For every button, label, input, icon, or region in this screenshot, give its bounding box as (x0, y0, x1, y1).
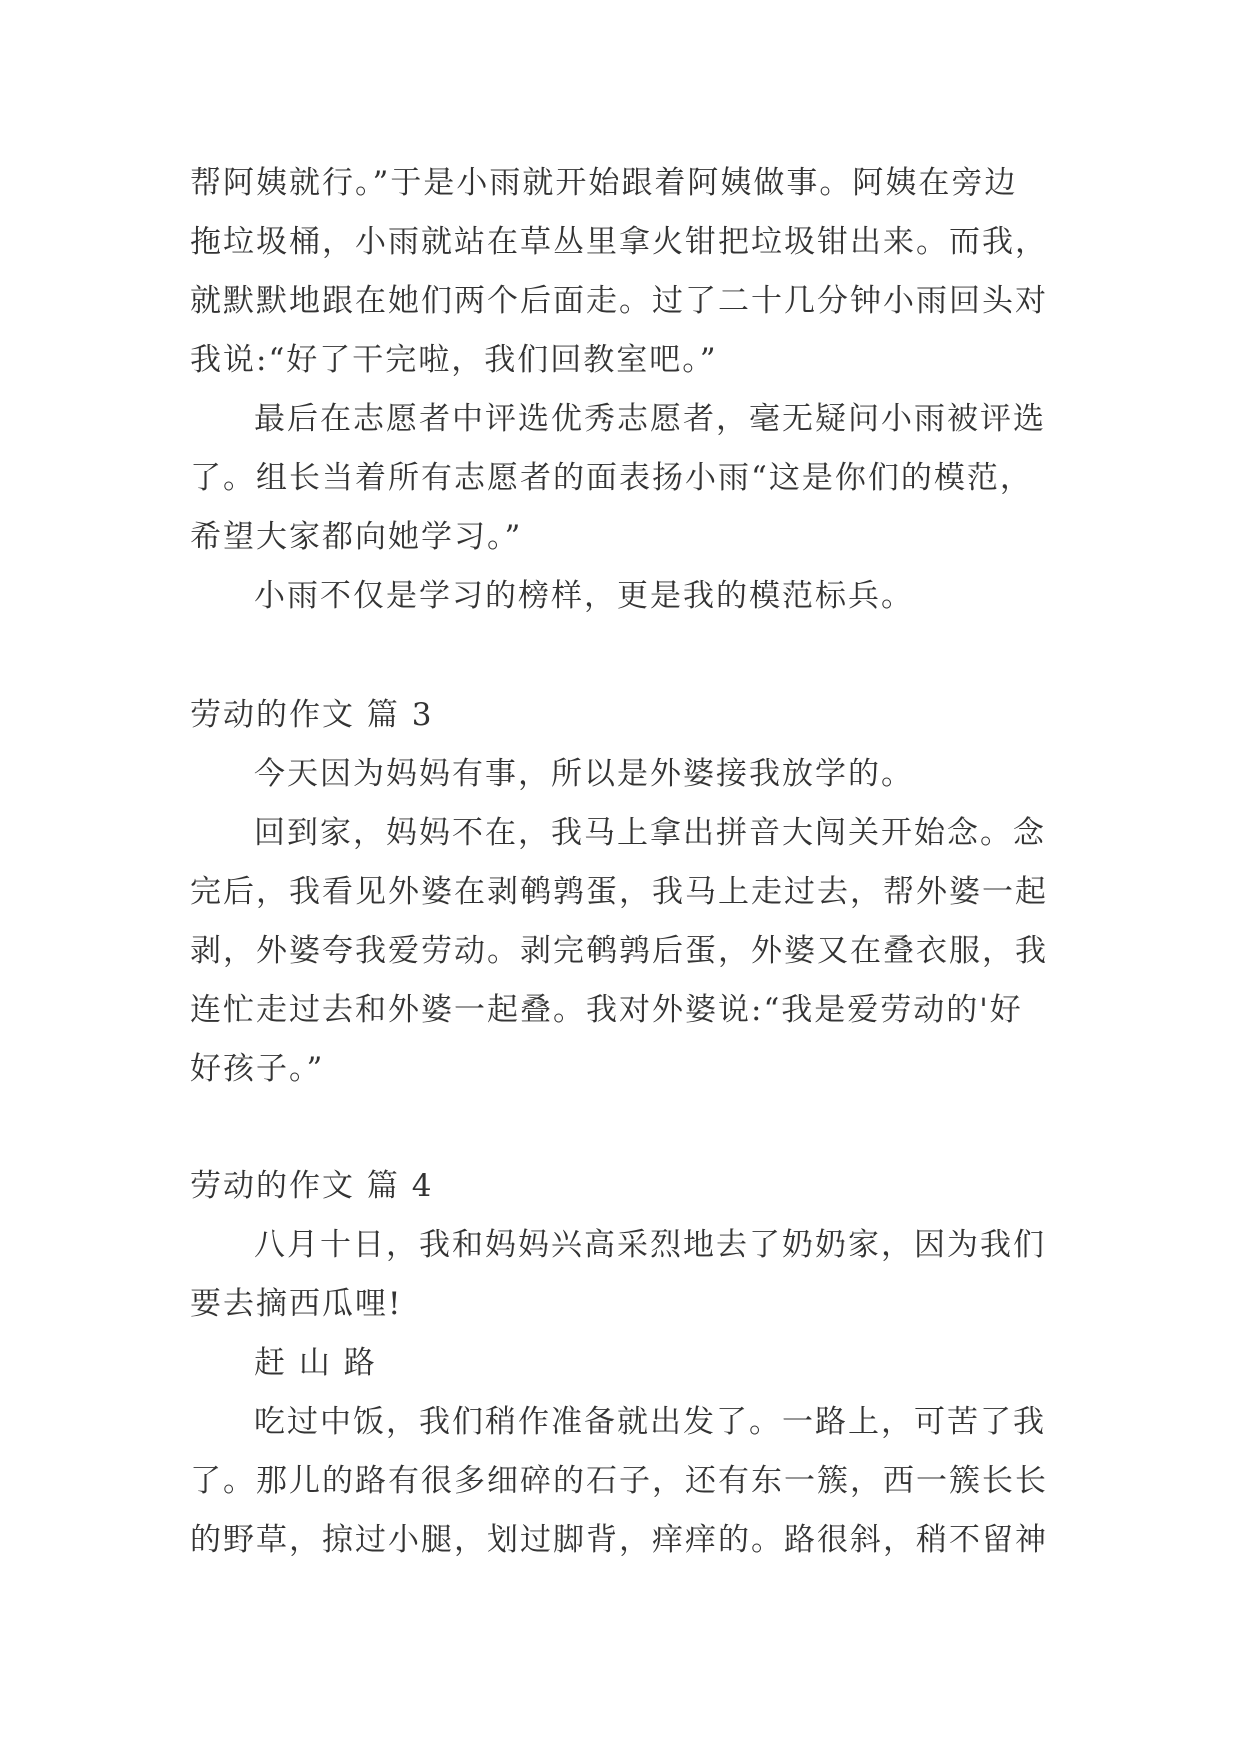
text-line: 了。组长当着所有志愿者的面表扬小雨“这是你们的模范， (190, 460, 1033, 496)
text-line: 的野草，掠过小腿，划过脚背，痒痒的。路很斜，稍不留神 (190, 1522, 1048, 1558)
text-line: 了。那儿的路有很多细碎的石子，还有东一簇，西一簇长长 (190, 1463, 1048, 1499)
text-line: 小雨不仅是学习的榜样，更是我的模范标兵。 (254, 578, 914, 614)
subheading: 赶 山 路 (254, 1345, 377, 1381)
text-line: 吃过中饭，我们稍作准备就出发了。一路上，可苦了我 (254, 1404, 1046, 1440)
text-line: 回到家，妈妈不在，我马上拿出拼音大闯关开始念。念 (254, 815, 1046, 851)
paragraph (190, 1216, 1070, 1334)
text-line: 今天因为妈妈有事，所以是外婆接我放学的。 (254, 756, 914, 792)
document-body (190, 154, 1070, 1570)
text-line: 完后，我看见外婆在剥鹌鹑蛋，我马上走过去，帮外婆一起 (190, 874, 1048, 910)
paragraph (190, 567, 1070, 626)
text-line: 拖垃圾桶，小雨就站在草丛里拿火钳把垃圾钳出来。而我， (190, 224, 1048, 260)
section-spacer (190, 1099, 1070, 1157)
text-line: 就默默地跟在她们两个后面走。过了二十几分钟小雨回头对 (190, 283, 1048, 319)
text-line: 连忙走过去和外婆一起叠。我对外婆说:“我是爱劳动的'好 (190, 992, 1023, 1028)
text-line: 八月十日，我和妈妈兴高采烈地去了奶奶家，因为我们 (254, 1227, 1046, 1263)
paragraph (190, 390, 1070, 567)
section-heading: 劳动的作文 篇 3 (190, 697, 434, 733)
text-line: 剥，外婆夸我爱劳动。剥完鹌鹑后蛋，外婆又在叠衣服，我 (190, 933, 1048, 969)
text-line: 希望大家都向她学习。” (190, 519, 523, 555)
text-line: 要去摘西瓜哩! (190, 1286, 403, 1322)
text-line: 最后在志愿者中评选优秀志愿者，毫无疑问小雨被评选 (254, 401, 1046, 437)
section-spacer (190, 626, 1070, 686)
paragraph (190, 1393, 1070, 1570)
text-line: 我说:“好了干完啦，我们回教室吧。” (190, 342, 718, 378)
section-heading: 劳动的作文 篇 4 (190, 1168, 434, 1204)
paragraph-continued (190, 154, 1070, 390)
text-line: 帮阿姨就行。”于是小雨就开始跟着阿姨做事。阿姨在旁边 (190, 165, 1018, 201)
paragraph (190, 745, 1070, 804)
paragraph (190, 804, 1070, 1099)
text-line: 好孩子。” (190, 1051, 325, 1087)
